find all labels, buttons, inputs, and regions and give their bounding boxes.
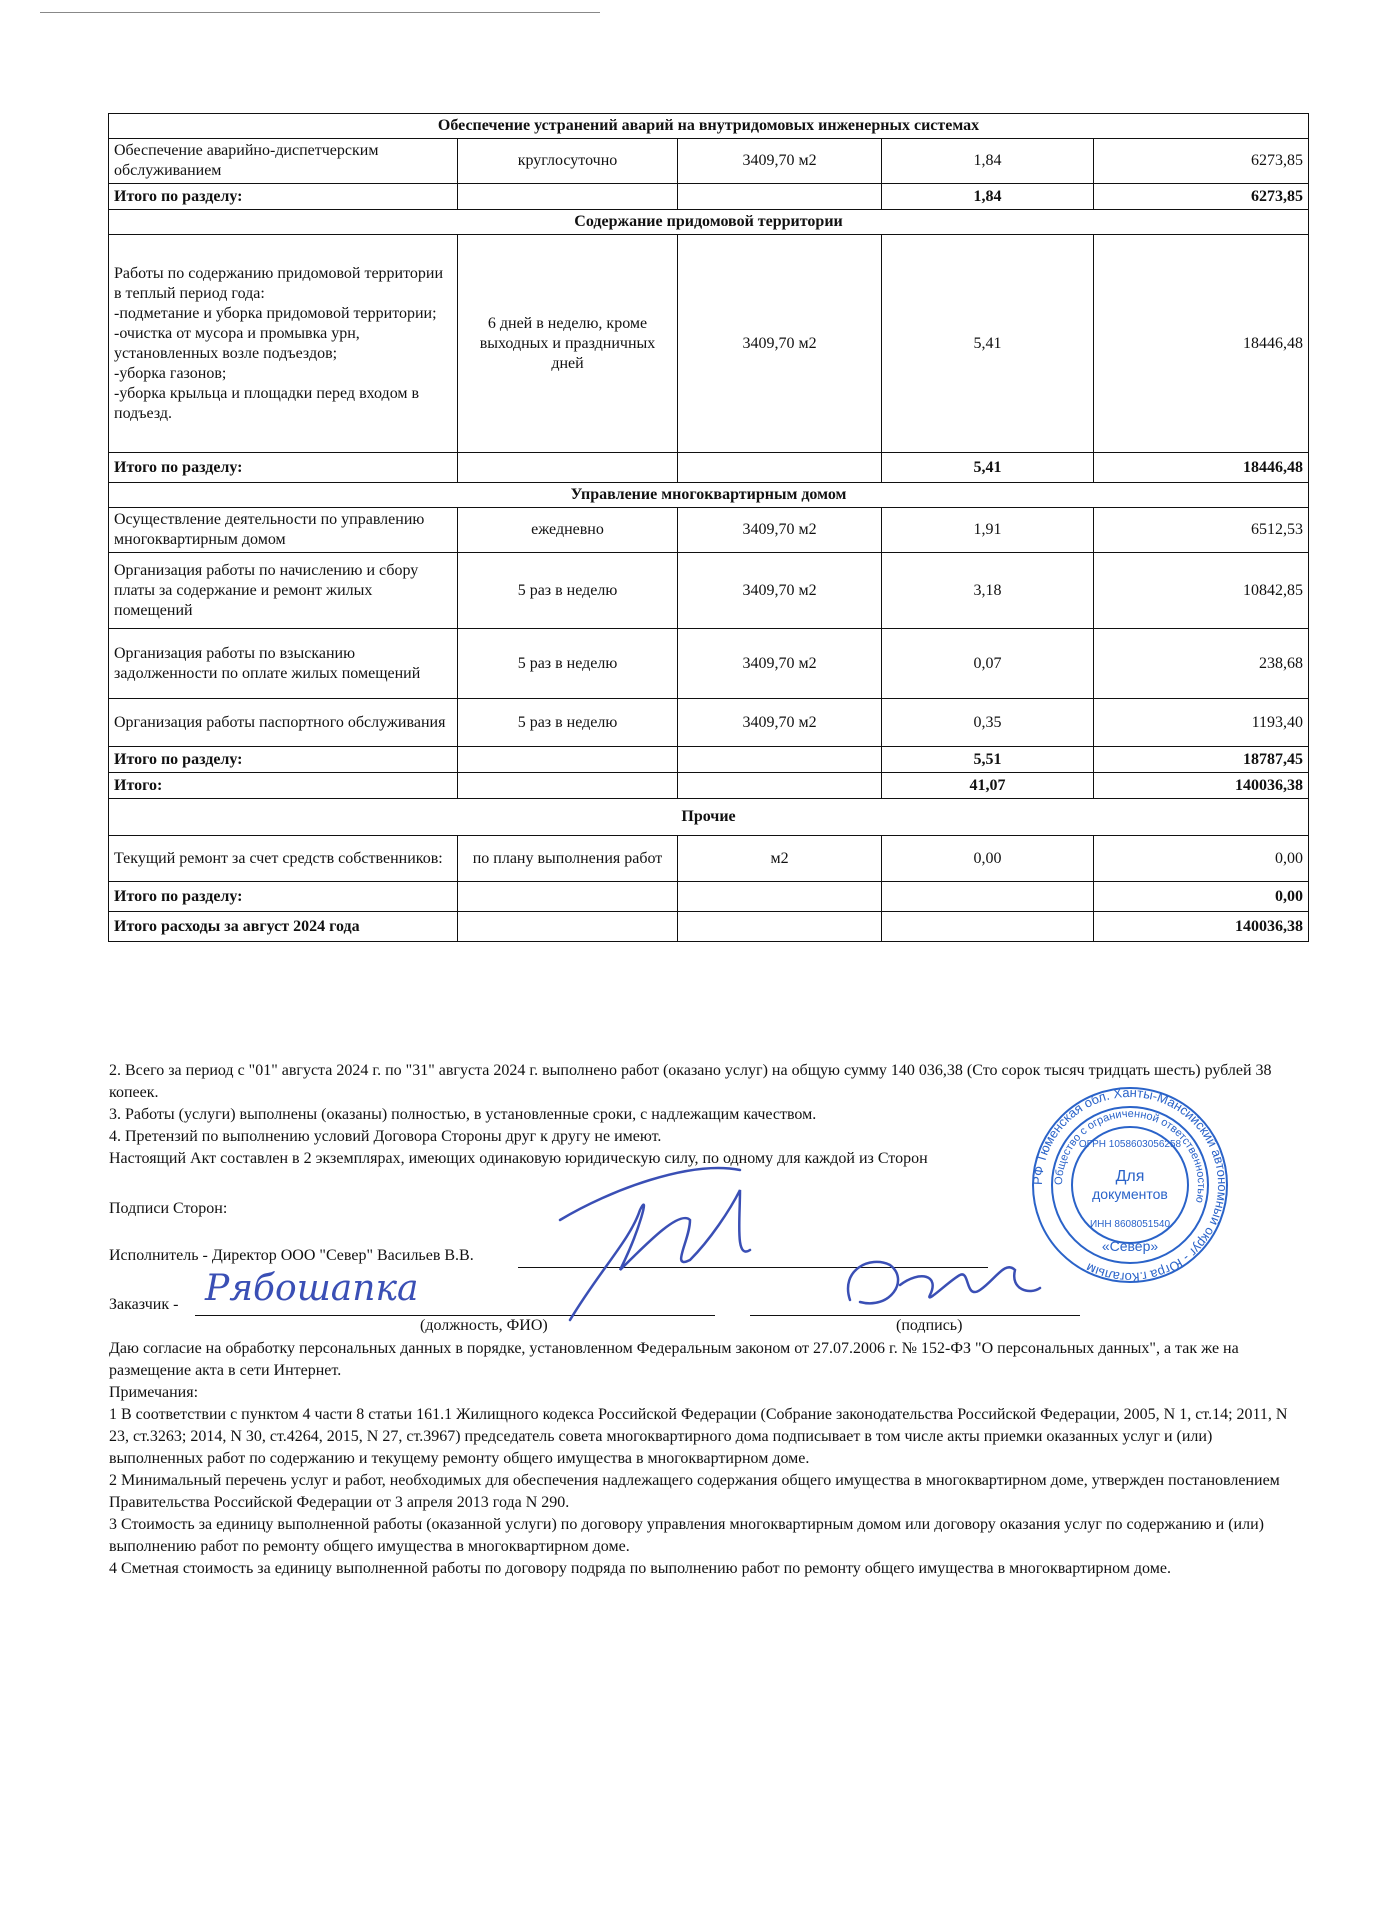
- cell-sum: 10842,85: [1094, 553, 1309, 629]
- note-2: 2 Минимальный перечень услуг и работ, необходимых для обеспечения надлежащего содержания общего имущества в многоквартирном доме, утвержден постановлением Правительства Российской Федерации от 3 апреля 2013 года N 290.: [109, 1472, 1280, 1511]
- grand-total-label: Итого:: [109, 773, 458, 799]
- stamp-ogrn: ОГРН 1058603056258: [1078, 1139, 1182, 1150]
- cell-rate: 3,18: [882, 553, 1094, 629]
- section-title: Прочие: [109, 799, 1309, 836]
- table-row: [109, 699, 1309, 747]
- cell-area: 3409,70 м2: [678, 699, 882, 747]
- cell-name: Текущий ремонт за счет средств собственников:: [109, 836, 458, 882]
- paragraph-quality: 3. Работы (услуги) выполнены (оказаны) полностью, в установленные сроки, с надлежащим качеством.: [109, 1106, 817, 1123]
- services-table: [108, 113, 1309, 942]
- table-row: [109, 235, 1309, 453]
- grand-total-row: [109, 773, 1309, 799]
- cell-rate: 0,35: [882, 699, 1094, 747]
- total-rate: 5,41: [882, 453, 1094, 483]
- cell-name: Осуществление деятельности по управлению многоквартирным домом: [109, 508, 458, 553]
- total-label: Итого по разделу:: [109, 747, 458, 773]
- customer-label: Заказчик -: [109, 1296, 179, 1313]
- note-4: 4 Сметная стоимость за единицу выполненной работы по договору подряда по выполнению работ по ремонту общего имущества в многоквартирном доме.: [109, 1560, 1171, 1577]
- cell-sum: 6273,85: [1094, 139, 1309, 184]
- table-row: [109, 139, 1309, 184]
- section-title: Обеспечение устранений аварий на внутридомовых инженерных системах: [109, 114, 1309, 139]
- customer-signature: [830, 1240, 1050, 1320]
- total-sum: 0,00: [1094, 882, 1309, 912]
- table-row: [109, 553, 1309, 629]
- cell-name: Работы по содержанию придомовой территории в теплый период года: -подметание и уборка придомовой территории; -очистка от мусора и промывка урн, установленных возле подъездов; -уборка газонов; -уборка крыльца и площадки перед входом в подъезд.: [109, 235, 458, 453]
- cell-name: Организация работы по начислению и сбору платы за содержание и ремонт жилых помещений: [109, 553, 458, 629]
- cell-name: Организация работы по взысканию задолженности по оплате жилых помещений: [109, 629, 458, 699]
- cell-rate: 0,00: [882, 836, 1094, 882]
- grand-total-rate: 41,07: [882, 773, 1094, 799]
- expenses-total-row: [109, 912, 1309, 942]
- total-sum: 18787,45: [1094, 747, 1309, 773]
- table-row: [109, 629, 1309, 699]
- cell-area: м2: [678, 836, 882, 882]
- grand-total-sum: 140036,38: [1094, 773, 1309, 799]
- notes-block: [109, 1338, 1289, 1580]
- cell-name: Обеспечение аварийно-диспетчерским обслуживанием: [109, 139, 458, 184]
- signatures-title: Подписи Сторон:: [109, 1200, 228, 1217]
- cell-frequency: 5 раз в неделю: [458, 629, 678, 699]
- company-stamp: [1030, 1085, 1230, 1285]
- section-title: Управление многоквартирным домом: [109, 483, 1309, 508]
- note-3: 3 Стоимость за единицу выполненной работы (оказанной услуги) по договору управления многоквартирным домом или договору оказания услуг по содержанию и (или) выполнению работ по ремонту общего имущества в многоквартирном доме.: [109, 1516, 1264, 1555]
- executor-signature: [540, 1150, 780, 1330]
- cell-rate: 5,41: [882, 235, 1094, 453]
- section-total-row: [109, 747, 1309, 773]
- total-label: Итого по разделу:: [109, 184, 458, 210]
- cell-area: 3409,70 м2: [678, 139, 882, 184]
- paragraph-copies: Настоящий Акт составлен в 2 экземплярах, имеющих одинаковую юридическую силу, по одному для каждой из Сторон: [109, 1150, 928, 1167]
- expenses-sum: 140036,38: [1094, 912, 1309, 942]
- cell-area: 3409,70 м2: [678, 508, 882, 553]
- cell-sum: 1193,40: [1094, 699, 1309, 747]
- cell-frequency: 5 раз в неделю: [458, 699, 678, 747]
- stamp-name: «Север»: [1101, 1238, 1159, 1254]
- note-1: 1 В соответствии с пунктом 4 части 8 статьи 161.1 Жилищного кодекса Российской Федерации (Собрание законодательства Российской Федерации, 2005, N 1, ст.14; 2011, N 23, ст.3263; 2014, N 30, ст.4264, 2015, N 27, ст.3967) председатель совета многоквартирного дома подписывает в том числе акты приемки оказанных услуг и (или) выполненных работ по содержанию и текущему ремонту общего имущества в многоквартирном доме.: [109, 1406, 1288, 1467]
- cell-rate: 0,07: [882, 629, 1094, 699]
- cell-frequency: по плану выполнения работ: [458, 836, 678, 882]
- total-sum: 6273,85: [1094, 184, 1309, 210]
- stamp-inn: ИНН 8608051540: [1089, 1219, 1171, 1230]
- table-row: [109, 836, 1309, 882]
- signature-caption: (подпись): [896, 1317, 963, 1334]
- expenses-label: Итого расходы за август 2024 года: [109, 912, 458, 942]
- cell-rate: 1,91: [882, 508, 1094, 553]
- table-row: [109, 508, 1309, 553]
- section-total-row: [109, 453, 1309, 483]
- top-rule: [40, 12, 600, 13]
- cell-area: 3409,70 м2: [678, 235, 882, 453]
- section-total-row: [109, 184, 1309, 210]
- section-total-row: [109, 882, 1309, 912]
- notes-title: Примечания:: [109, 1384, 199, 1401]
- cell-area: 3409,70 м2: [678, 629, 882, 699]
- position-caption: (должность, ФИО): [420, 1317, 548, 1334]
- cell-frequency: круглосуточно: [458, 139, 678, 184]
- paragraph-claims: 4. Претензий по выполнению условий Договора Стороны друг к другу не имеют.: [109, 1128, 662, 1145]
- cell-sum: 238,68: [1094, 629, 1309, 699]
- stamp-inner-text: Общество с ограниченной ответственностью: [1052, 1107, 1208, 1204]
- stamp-center-line2: документов: [1092, 1186, 1168, 1202]
- cell-sum: 0,00: [1094, 836, 1309, 882]
- executor-label: Исполнитель - Директор ООО "Север" Васильев В.В.: [109, 1247, 474, 1264]
- cell-frequency: 6 дней в неделю, кроме выходных и праздничных дней: [458, 235, 678, 453]
- customer-handwritten-name: Рябошапка: [205, 1268, 419, 1309]
- cell-rate: 1,84: [882, 139, 1094, 184]
- total-label: Итого по разделу:: [109, 453, 458, 483]
- cell-sum: 18446,48: [1094, 235, 1309, 453]
- cell-frequency: 5 раз в неделю: [458, 553, 678, 629]
- cell-sum: 6512,53: [1094, 508, 1309, 553]
- paragraph-total: 2. Всего за период с "01" августа 2024 г. по "31" августа 2024 г. выполнено работ (оказано услуг) на общую сумму 140 036,38 (Сто сорок тысяч тридцать шесть) рублей 38 копеек.: [109, 1062, 1272, 1101]
- cell-frequency: ежедневно: [458, 508, 678, 553]
- stamp-outer-text: РФ Тюменская обл. Ханты-Мансийский автономный округ - Югра г.Когалым: [1030, 1085, 1230, 1285]
- section-title: Содержание придомовой территории: [109, 210, 1309, 235]
- total-rate: 5,51: [882, 747, 1094, 773]
- consent-text: Даю согласие на обработку персональных данных в порядке, установленном Федеральным законом от 27.07.2006 г. № 152-ФЗ "О персональных данных", а так же на размещение акта в сети Интернет.: [109, 1340, 1239, 1379]
- cell-name: Организация работы паспортного обслуживания: [109, 699, 458, 747]
- total-label: Итого по разделу:: [109, 882, 458, 912]
- total-sum: 18446,48: [1094, 453, 1309, 483]
- total-rate: 1,84: [882, 184, 1094, 210]
- cell-area: 3409,70 м2: [678, 553, 882, 629]
- stamp-center-line1: Для: [1115, 1168, 1145, 1185]
